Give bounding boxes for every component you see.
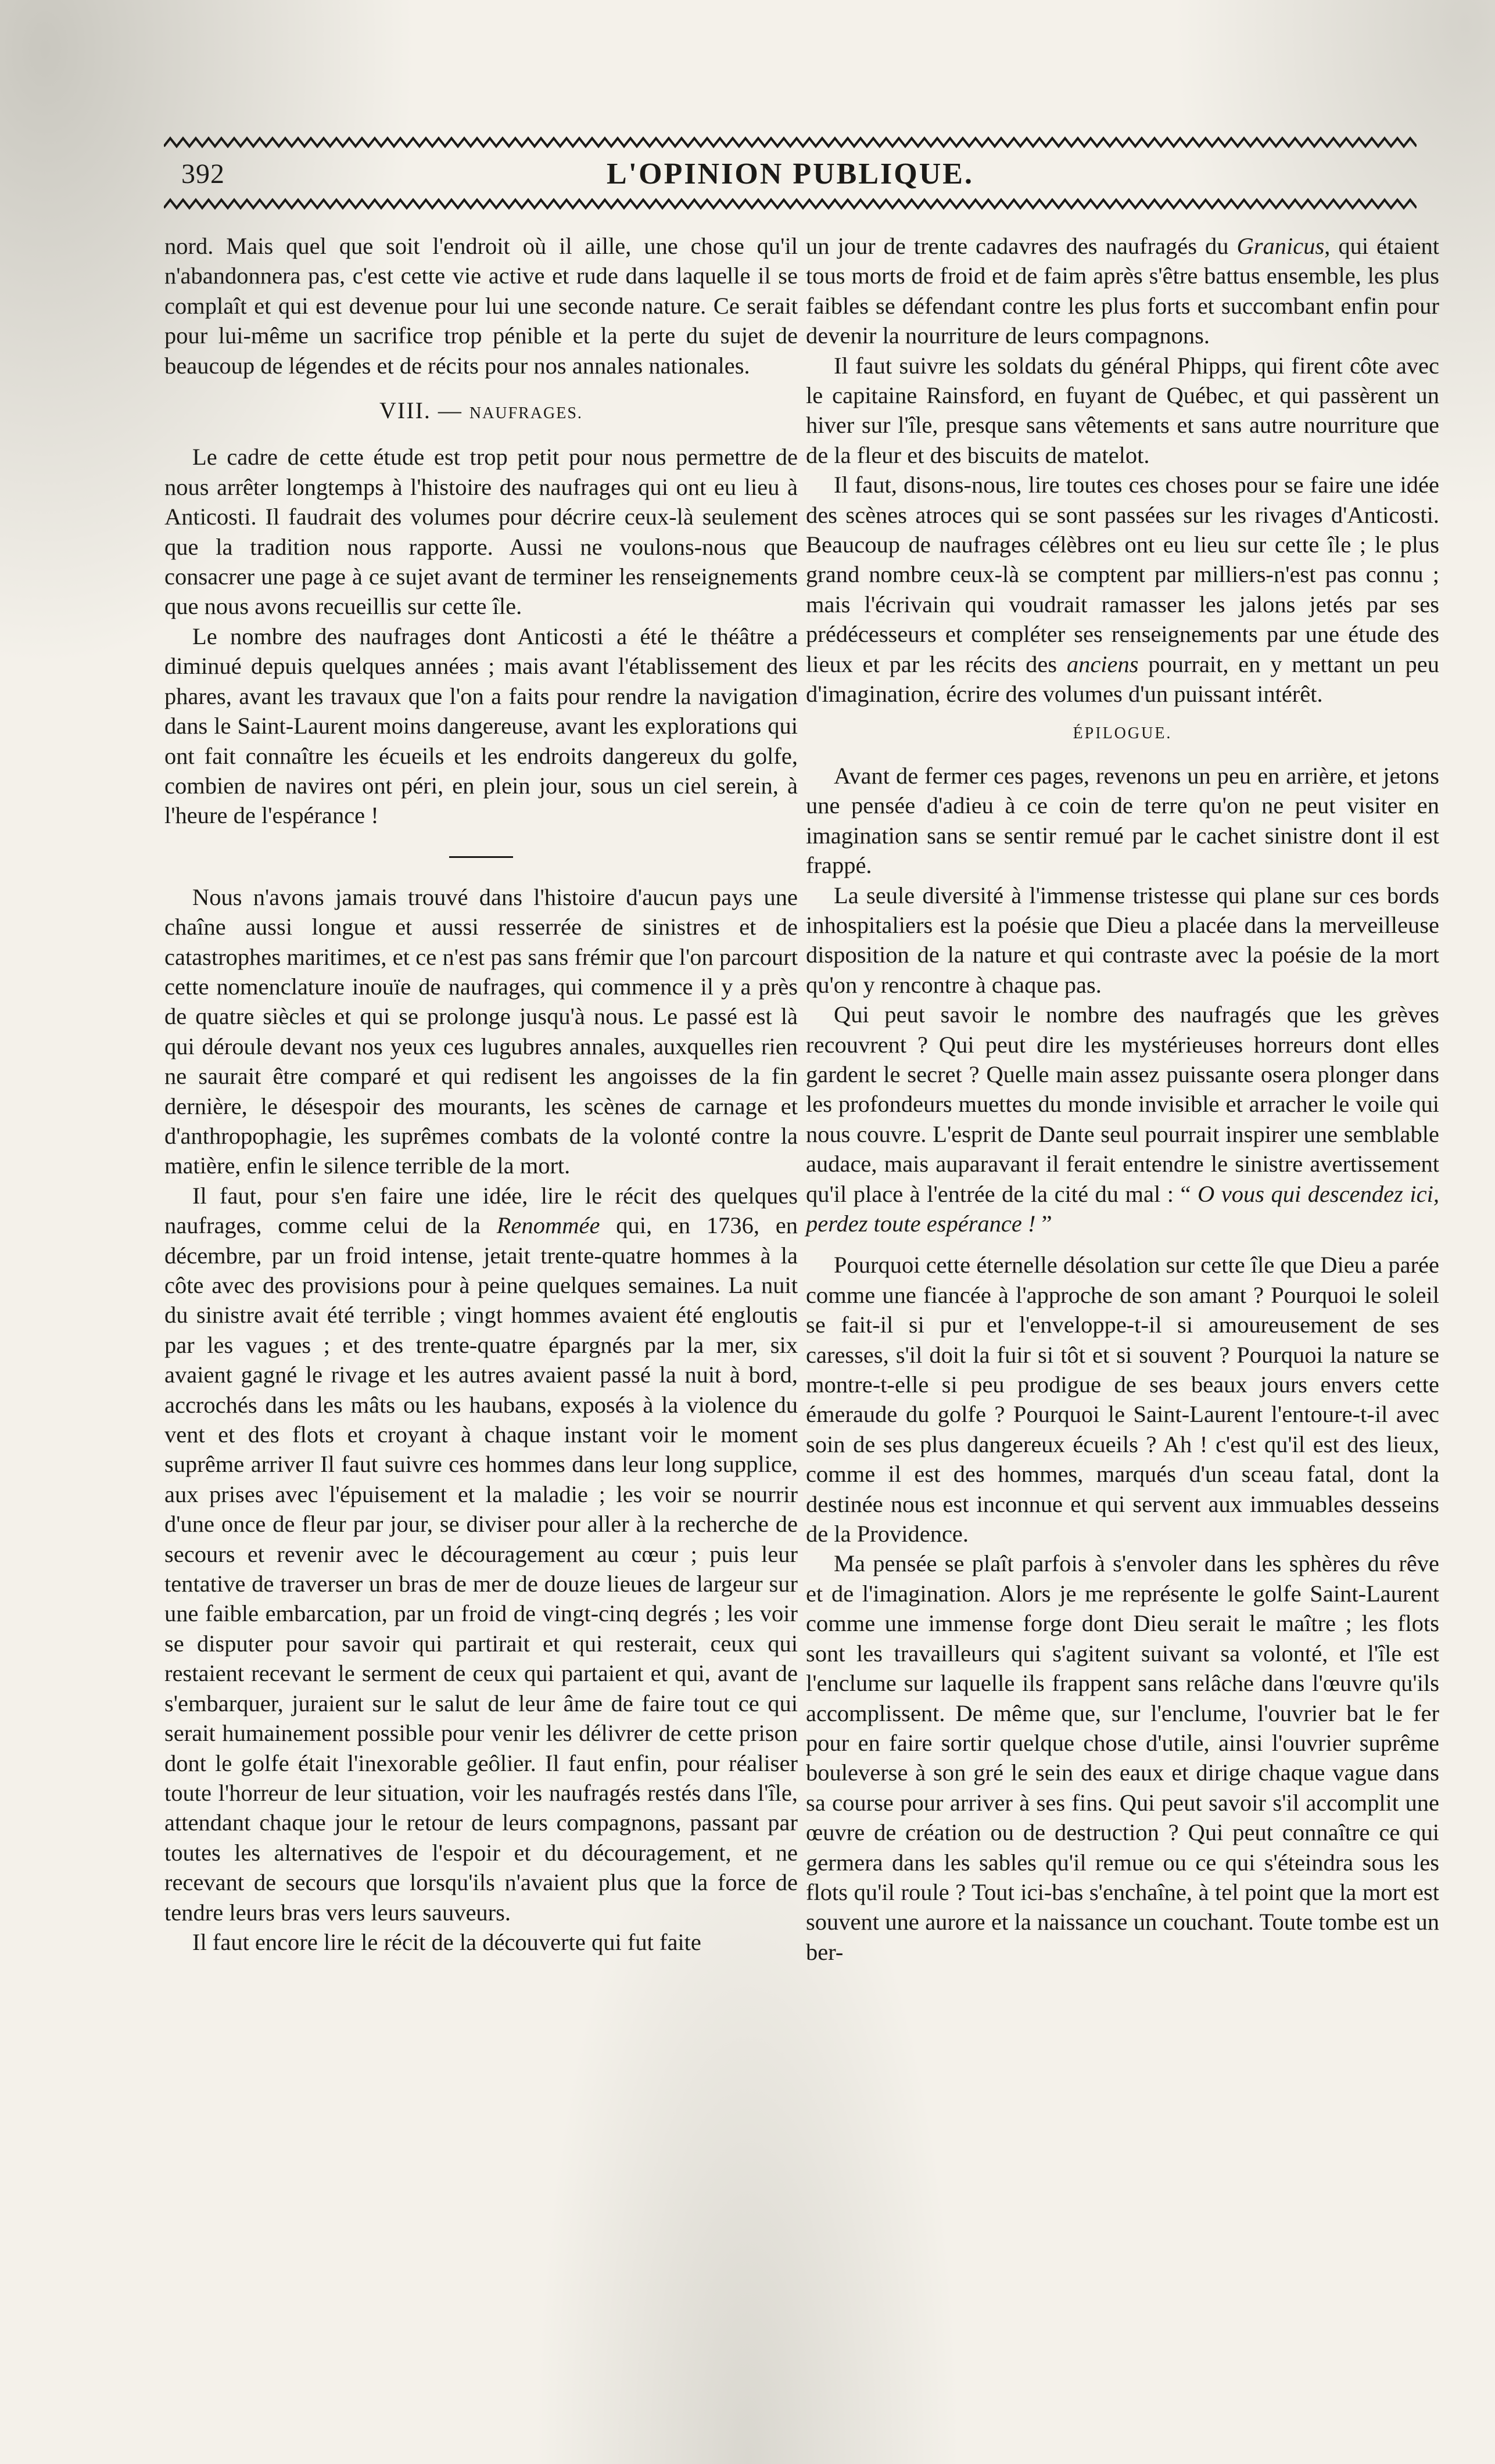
section-heading-naufrages [164, 396, 798, 428]
ship-name-granicus: Granicus [1236, 233, 1325, 259]
text-run: Qui peut savoir le nombre des naufragés que les grèves recouvrent ? Qui peut dire les mystérieuses horreurs dont elles gardent le secret ? Quelle main assez puissante osera plonger dans les profondeurs muettes du monde invisible et arracher le voile qui nous couvre. L'esprit de Dante seul pourrait inspirer une semblable audace, mais auparavant il ferait entendre le sinistre avertissement qu'il place à l'entrée de la cité du mal : “ [806, 1001, 1439, 1207]
text-run: Il faut, disons-nous, lire toutes ces choses pour se faire une idée des scènes atroces qui se sont passées sur les rivages d'Anticosti. Beaucoup de naufrages célèbres ont eu lieu sur cette île ; le plus grand nombre ceux-là se comptent par milliers-n'est pas connu ; mais l'écrivain qui voudrait ramasser les jalons jetés par ses prédécesseurs et compléter ses renseignements par une étude des lieux et par les récits des [806, 472, 1439, 677]
left-column [164, 231, 798, 1957]
section-divider-rule [449, 856, 513, 858]
header-wavy-rule-bottom [164, 196, 1417, 211]
ship-name-renommee: Renommée [496, 1212, 600, 1239]
emphasis-anciens: anciens [1066, 651, 1139, 677]
text-run: qui, en 1736, en décembre, par un froid intense, jetait trente-quatre hommes à la côte avec des provisions pour à peine quelques semaines. La nuit du sinistre avait été terrible ; vingt hommes avaient été engloutis par les vagues ; et des trente-quatre épargnés par la mer, six avaient gagné le rivage et les autres avaient passé la nuit à bord, accrochés dans les mâts ou les haubans, exposés à la violence du vent et des flots et croyant à chaque instant voir le moment suprême arriver Il faut suivre ces hommes dans leur long supplice, aux prises avec l'épuisement et la maladie ; les voir se nourrir d'une once de fleur par jour, se diviser pour aller à la recherche de secours et revenir avec le découragement au cœur ; puis leur tentative de traverser un bras de mer de douze lieues de largeur sur une faible embarcation, par un froid de vingt-cinq degrés ; les voir se disputer pour savoir qui partirait et qui resterait, ceux qui restaient recevant le serment de ceux qui partaient et qui, avant de s'embarquer, juraient sur le salut de leur âme de faire tout ce qui serait humainement possible pour venir les délivrer de cette prison dont le golfe était l'inexorable geôlier. Il faut enfin, pour réaliser toute l'horreur de leur situation, voir les naufragés restés dans l'île, attendant chaque jour le retour de leurs compagnons, passant par toutes les alternatives de l'espoir et du découragement, et ne recevant de secours que lorsqu'ils n'avaient plus que la force de tendre leurs bras vers leurs sauveurs. [164, 1212, 798, 1926]
paragraph: Il faut suivre les soldats du général Phipps, qui firent côte avec le capitaine Rainsford, en fuyant de Québec, et qui passèrent un hiver sur l'île, presque sans vêtements et sans autre nourriture que de la fleur et des biscuits de matelot. [806, 352, 1439, 468]
paragraph: Pourquoi cette éternelle désolation sur cette île que Dieu a parée comme une fiancée à l'approche de son amant ? Pourquoi le soleil se fait-il si pur et l'enveloppe-t-il si amoureusement de ses caresses, s'il doit la fuir si tôt et si souvent ? Pourquoi la nature se montre-t-elle si peu prodigue de ses beaux jours envers cette émeraude du golfe ? Pourquoi le Saint-Laurent l'entoure-t-il avec soin de ses plus dangereux écueils ? Ah ! c'est qu'il est des lieux, comme il est des hommes, marqués d'un sceau fatal, dont la destinée nous est inconnue et qui servent aux immuables desseins de la Providence. [806, 1252, 1439, 1547]
running-title: L'OPINION PUBLIQUE. [607, 157, 974, 191]
header-wavy-rule-top [164, 135, 1417, 150]
page-number: 392 [181, 159, 225, 189]
section-title: NAUFRAGES. [469, 404, 583, 423]
right-column [806, 231, 1439, 1967]
paragraph-gap [806, 1238, 1439, 1250]
paragraph: Le cadre de cette étude est trop petit pour nous permettre de nous arrêter longtemps à l'histoire des naufrages qui ont eu lieu à Anticosti. Il faudrait des volumes pour décrire ceux-là seulement que la tradition nous rapporte. Aussi ne voulons-nous que consacrer une page à ce sujet avant de terminer les renseignements que nous avons recueillis sur cette île. [164, 444, 798, 620]
paragraph: Il faut encore lire le récit de la découverte qui fut faite [192, 1928, 701, 1955]
text-run: Il faut, pour s'en faire une idée, lire le récit des quelques naufrages, comme celui de la [164, 1182, 798, 1239]
text-run: un jour de trente cadavres des naufragés du [806, 233, 1237, 259]
paragraph [806, 470, 1439, 709]
text-run: pourrait, en y mettant un peu d'imagination, écrire des volumes d'un puissant intérêt. [806, 651, 1439, 707]
paragraph: La seule diversité à l'immense tristesse qui plane sur ces bords inhospitaliers est la poésie que Dieu a placée dans la merveilleuse disposition de la nature et qui contraste avec la poésie de la mort qu'on y rencontre à chaque pas. [806, 882, 1439, 998]
paragraph: nord. Mais quel que soit l'endroit où il aille, une chose qu'il n'abandonnera pas, c'est cette vie active et rude dans laquelle il se complaît et qui est devenue pour lui une seconde nature. Ce serait pour lui-même un sacrifice trop pénible et la perte du sujet de beaucoup de légendes et de récits pour nos annales nationales. [164, 233, 798, 379]
paragraph: Avant de fermer ces pages, revenons un peu en arrière, et jetons une pensée d'adieu à ce coin de terre qu'on ne peut visiter en imagination sans se sentir remué par le cachet sinistre dont il est frappé. [806, 762, 1439, 879]
paragraph: Ma pensée se plaît parfois à s'envoler dans les sphères du rêve et de l'imagination. Alors je me représente le golfe Saint-Laurent comme une immense forge dont Dieu serait le maître ; les flots sont les travailleurs qui s'agitent suivant sa volonté, et l'île est l'enclume sur laquelle ils frappent sans relâche dans l'œuvre qu'ils accomplissent. De même que, sur l'enclume, l'ouvrier bat le fer pour en faire sortir quelque chose d'utile, ainsi l'ouvrier suprême bouleverse à son gré le sein des eaux et dirige chaque vague dans sa course pour arriver à ses fins. Qui peut savoir s'il accomplit une œuvre de création ou de destruction ? Qui peut connaître ce qui germera dans les sables qu'il remue ou ce qui s'éteindra sous les flots qu'il roule ? Tout ici-bas s'enchaîne, à tel point que la mort est souvent une aurore et la naissance un couchant. Toute tombe est un ber- [806, 1550, 1439, 1965]
paragraph [806, 1000, 1439, 1238]
text-run: , qui étaient tous morts de froid et de faim après s'être battus ensemble, les plus faibles se défendant contre les plus forts et succombant enfin pour devenir la nourriture de leurs compagnons. [806, 233, 1439, 349]
paragraph: Le nombre des naufrages dont Anticosti a été le théâtre a diminué depuis quelques années ; mais avant l'établissement des phares, avant les travaux que l'on a faits pour rendre la navigation dans le Saint-Laurent moins dangereuse, avant les explorations qui ont fait connaître les écueils et les endroits dangereux du golfe, combien de navires ont péri, en plein jour, sous un ciel serein, à l'heure de l'espérance ! [164, 623, 798, 829]
paragraph [164, 1181, 798, 1927]
paragraph: Nous n'avons jamais trouvé dans l'histoire d'aucun pays une chaîne aussi longue et aussi resserrée de sinistres et de catastrophes maritimes, et ce n'est pas sans frémir que l'on parcourt cette nomenclature inouïe de naufrages, qui commence il y a près de quatre siècles et qui se prolonge jusqu'à nous. Le passé est là qui déroule devant nos yeux ces lugubres annales, auxquelles rien ne saurait être comparé et qui redisent les angoisses de la fin dernière, le désespoir des mourants, les scènes de carnage et d'anthropophagie, les suprêmes combats de la volonté contre la matière, enfin le silence terrible de la mort. [164, 883, 798, 1179]
epilogue-heading: ÉPILOGUE. [1073, 724, 1173, 742]
section-number: VIII. — [379, 397, 469, 424]
paragraph [806, 231, 1439, 351]
dante-quote: O vous qui descendez ici, perdez toute espérance ! [806, 1180, 1439, 1237]
page-header [164, 156, 1417, 196]
text-run: ” [1035, 1211, 1052, 1237]
